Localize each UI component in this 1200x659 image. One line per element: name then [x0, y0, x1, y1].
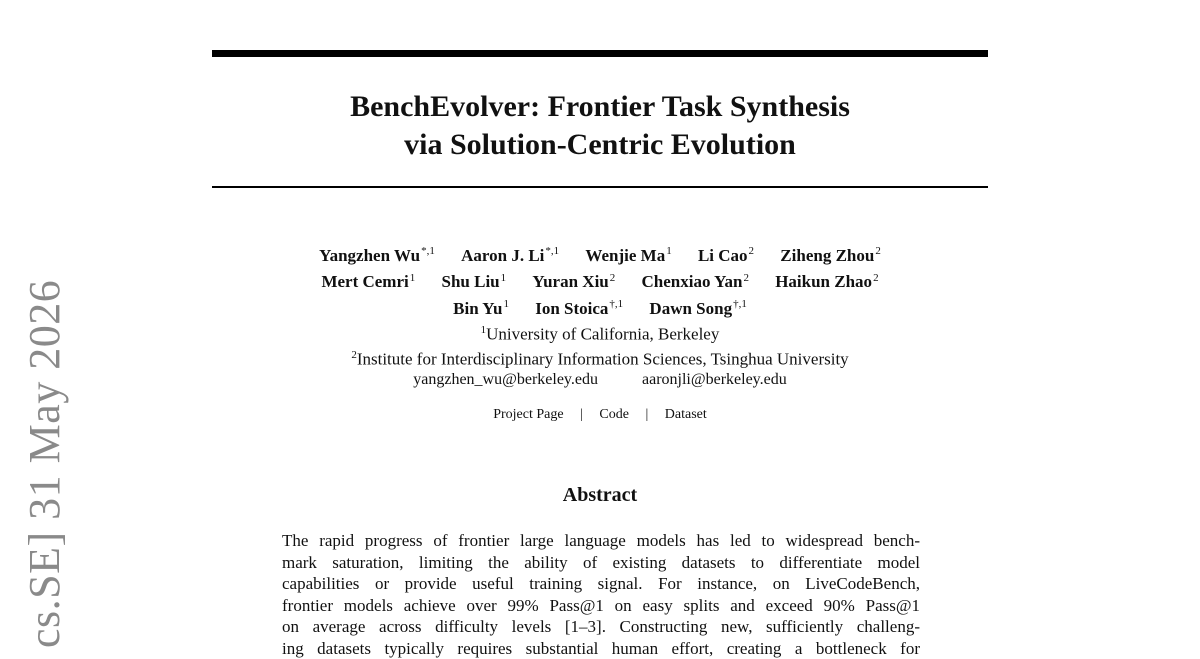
- abstract-body: [282, 530, 920, 659]
- author: Ion Stoica$^{\dagger,1}$: [535, 299, 623, 318]
- author: Yuran Xiu$^2$: [532, 272, 615, 291]
- paper-title: [212, 88, 988, 164]
- arxiv-side-stamp: cs.SE] 31 May 2026: [20, 280, 70, 648]
- abstract-line: mark saturation, limiting the ability of existing datasets to differentiate model: [282, 552, 920, 574]
- email-address[interactable]: yangzhen_wu@berkeley.edu: [413, 371, 598, 388]
- author-row-3: [212, 293, 988, 320]
- abstract-line: frontier models achieve over 99% Pass@1 on easy splits and exceed 90% Pass@1: [282, 595, 920, 617]
- author-row-2: [212, 267, 988, 294]
- author: Mert Cemri$^1$: [321, 272, 415, 291]
- abstract-line: The rapid progress of frontier large language models has led to widespread bench-: [282, 530, 920, 552]
- abstract-line: capabilities or provide useful training signal. For instance, on LiveCodeBench,: [282, 573, 920, 595]
- title-line-1: BenchEvolver: Frontier Task Synthesis: [212, 88, 988, 126]
- author: Yangzhen $Wu^{*,1}$: [319, 246, 435, 265]
- title-line-2: via Solution-Centric Evolution: [212, 126, 988, 164]
- project-page-link[interactable]: Project Page: [493, 407, 563, 422]
- title-rule: [212, 186, 988, 188]
- resource-links: [212, 406, 988, 424]
- author: Chenxiao Yan$^2$: [642, 272, 749, 291]
- author: Bin Yu$^1$: [453, 299, 509, 318]
- email-address[interactable]: aaronjli@berkeley.edu: [642, 371, 787, 388]
- abstract-heading: Abstract: [212, 482, 988, 508]
- link-separator: |: [580, 407, 583, 422]
- code-link[interactable]: Code: [599, 407, 629, 422]
- abstract-line: ing datasets typically requires substantial human effort, creating a bottleneck for: [282, 638, 920, 659]
- affiliation-2: $^2$Institute for Interdisciplinary Information Sciences, Tsinghua University: [212, 345, 988, 370]
- author-row-1: [212, 240, 988, 267]
- affiliation-1: $^1$University of California, Berkeley: [212, 320, 988, 345]
- link-separator: |: [645, 407, 648, 422]
- email-line: [212, 369, 988, 390]
- author: Haikun Zhao$^2$: [775, 272, 878, 291]
- author-block: [212, 240, 988, 390]
- abstract-line: on average across difficulty levels [1–3]. Constructing new, sufficiently challeng-: [282, 616, 920, 638]
- top-rule: [212, 50, 988, 57]
- dataset-link[interactable]: Dataset: [665, 407, 707, 422]
- author: Li Cao$^2$: [698, 246, 754, 265]
- author: Wenjie Ma$^1$: [585, 246, 671, 265]
- author: Dawn Song$^{\dagger,1}$: [649, 299, 746, 318]
- author: Shu Liu$^1$: [442, 272, 507, 291]
- author: Aaron J. $Li^{*,1}$: [461, 246, 559, 265]
- author: Ziheng Zhou$^2$: [780, 246, 881, 265]
